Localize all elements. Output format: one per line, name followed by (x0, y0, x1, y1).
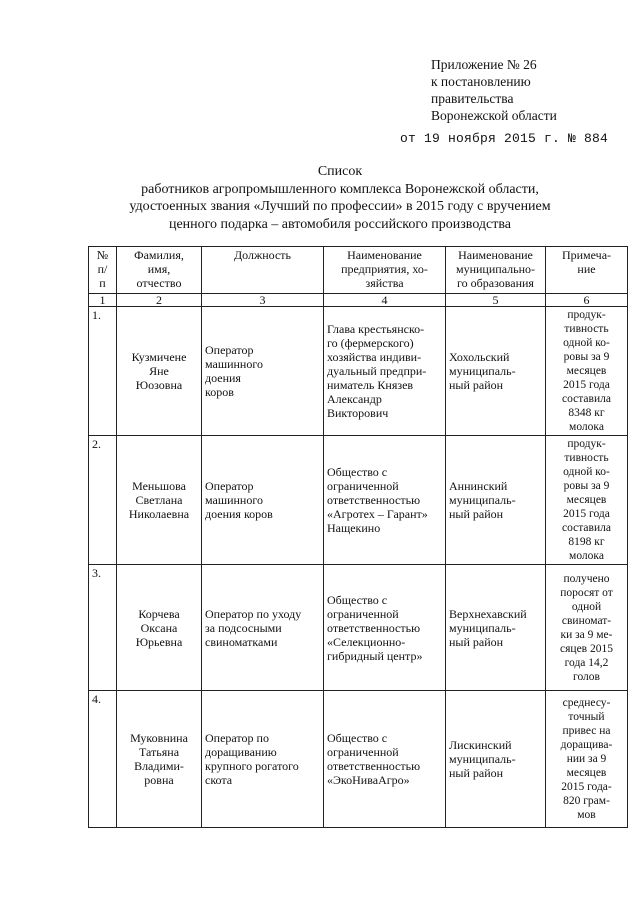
row-name: Кузмичене Яне Юозовна (117, 307, 202, 436)
row-name: Муковнина Татьяна Владими- ровна (117, 691, 202, 828)
table-row (89, 565, 628, 691)
appendix-line: правительства (431, 91, 514, 106)
row-name: Корчева Оксана Юрьевна (117, 565, 202, 691)
row-enterprise: Глава крестьянско- го (фермерского) хозяйства индиви- дуальный предпри- ниматель Князев Александр Викторович (324, 307, 446, 436)
header-note: Примеча- ние (546, 247, 628, 294)
column-number: 2 (117, 294, 202, 307)
column-number: 5 (446, 294, 546, 307)
header-enterprise: Наименование предприятия, хо- зяйства (324, 247, 446, 294)
table-row (89, 307, 628, 436)
table-header-row (89, 247, 628, 294)
row-number: 1. (89, 307, 117, 436)
row-municipality: Хохольский муниципаль- ный район (446, 307, 546, 436)
awardees-table (88, 246, 628, 828)
column-number-row (89, 294, 628, 307)
heading-line: удостоенных звания «Лучший по профессии» в 2015 году с вручением (129, 199, 551, 214)
row-position: Оператор по доращиванию крупного рогатого скота (202, 691, 324, 828)
appendix-line: Приложение № 26 (431, 57, 537, 72)
heading-title: Список (317, 164, 363, 179)
document-heading (100, 163, 580, 233)
column-number: 1 (89, 294, 117, 307)
header-position: Должность (202, 247, 324, 294)
row-note: получено поросят от одной свиномат- ки за 9 ме- сяцев 2015 года 14,2 голов (546, 565, 628, 691)
row-municipality: Верхнехавский муниципаль- ный район (446, 565, 546, 691)
row-position: Оператор по уходу за подсосными свиноматками (202, 565, 324, 691)
decree-date: от 19 ноября 2015 г. № 884 (400, 131, 609, 146)
table-row (89, 691, 628, 828)
appendix-line: к постановлению (431, 74, 531, 89)
header-name: Фамилия, имя, отчество (117, 247, 202, 294)
header-municipality: Наименование муниципально- го образования (446, 247, 546, 294)
header-number: № п/ п (89, 247, 117, 294)
row-enterprise: Общество с ограниченной ответственностью «Селекционно- гибридный центр» (324, 565, 446, 691)
row-number: 3. (89, 565, 117, 691)
row-enterprise: Общество с ограниченной ответственностью «Агротех – Гарант» Нащекино (324, 436, 446, 565)
row-note: продук- тивность одной ко- ровы за 9 месяцев 2015 года составила 8348 кг молока (546, 307, 628, 436)
row-position: Оператор машинного доения коров (202, 307, 324, 436)
appendix-block (431, 56, 557, 124)
appendix-line: Воронежской области (431, 108, 557, 123)
row-note: продук- тивность одной ко- ровы за 9 месяцев 2015 года составила 8198 кг молока (546, 436, 628, 565)
row-number: 2. (89, 436, 117, 565)
row-number: 4. (89, 691, 117, 828)
column-number: 4 (324, 294, 446, 307)
heading-line: работников агропромышленного комплекса Воронежской области, (141, 181, 539, 197)
row-municipality: Лискинский муниципаль- ный район (446, 691, 546, 828)
row-position: Оператор машинного доения коров (202, 436, 324, 565)
row-name: Меньшова Светлана Николаевна (117, 436, 202, 565)
row-municipality: Аннинский муниципаль- ный район (446, 436, 546, 565)
table-row (89, 436, 628, 565)
row-note: среднесу- точный привес на доращива- нии за 9 месяцев 2015 года- 820 грам- мов (546, 691, 628, 828)
heading-line: ценного подарка – автомобиля российского производства (168, 216, 512, 232)
column-number: 6 (546, 294, 628, 307)
column-number: 3 (202, 294, 324, 307)
row-enterprise: Общество с ограниченной ответственностью «ЭкоНиваАгро» (324, 691, 446, 828)
